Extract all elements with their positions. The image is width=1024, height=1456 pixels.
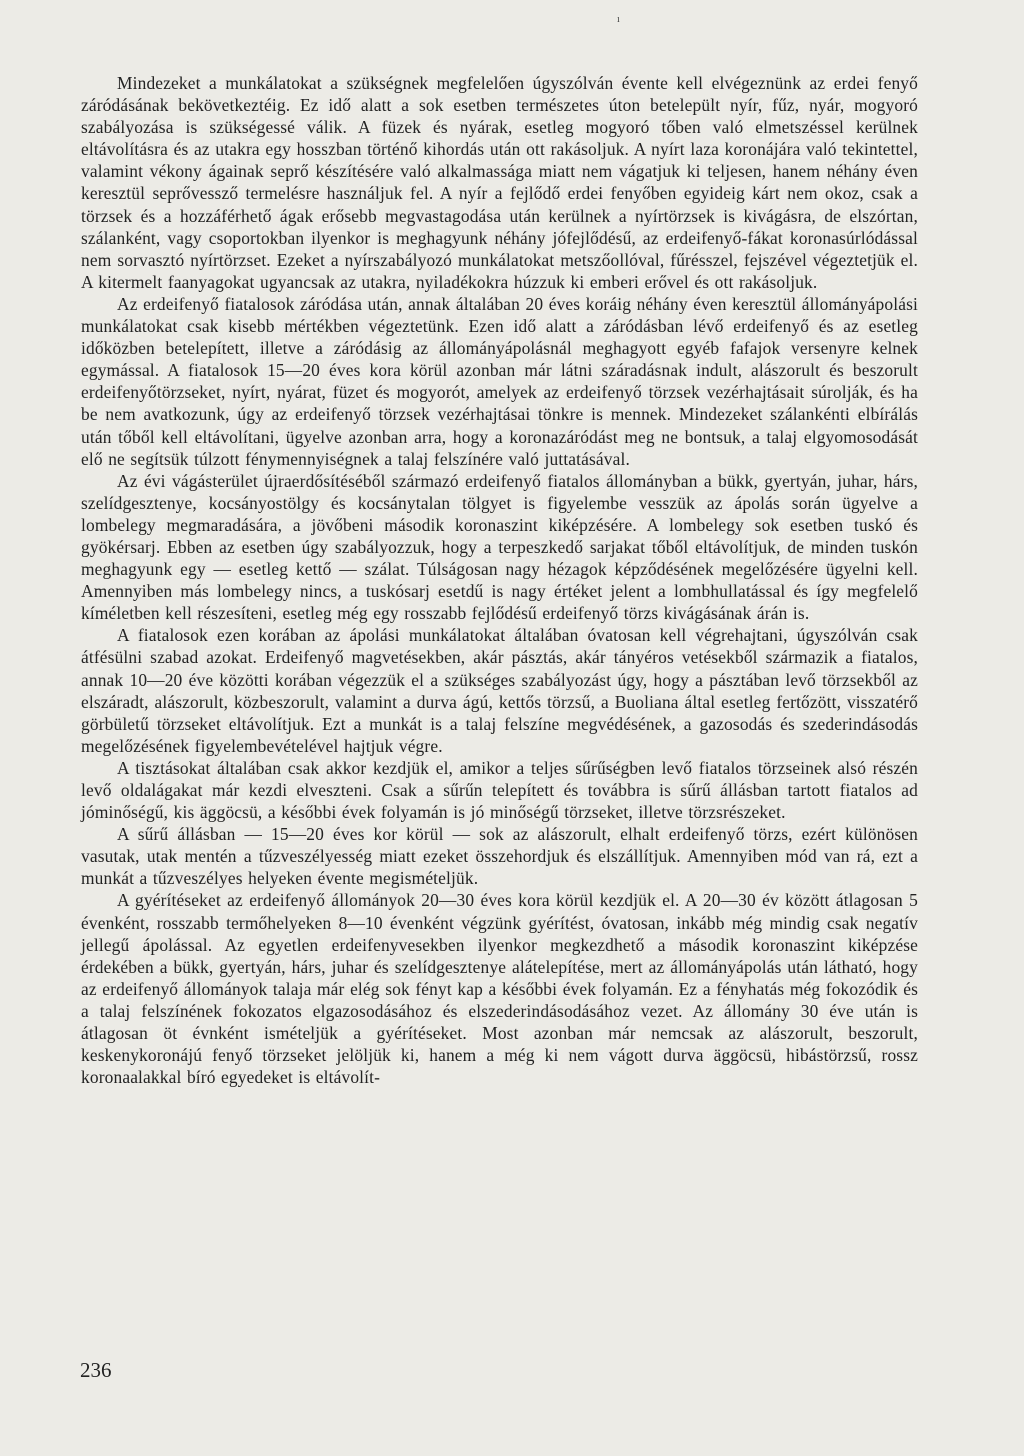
scan-mark: ı <box>617 14 620 25</box>
page-number: 236 <box>80 1358 112 1382</box>
paragraph-1: Mindezeket a munkálatokat a szükségnek megfelelően úgyszólván évente kell elvégeznünk az erdei fenyő záródásának bekövetkeztéig. Ez idő alatt a sok esetben természetes úton betelepült nyír, fűz, nyár, mogyoró szabályozása is szükségessé válik. A füzek és nyárak, esetleg mogyoró tőben való elmetszéssel kerülnek eltávolításra és az utakra egy hosszban történő kihordás után ott rakásoljuk. A nyírt laza koronájára való tekintettel, valamint vékony ágainak seprő készítésére való alkalmassága miatt nem vágatjuk ki teljesen, hanem néhány éven keresztül seprővessző termelésre használjuk fel. A nyír a fejlődő erdei fenyőben egyideig kárt nem okoz, csak a törzsek és a hozzáférhető ágak erősebb megvastagodása után kerülnek a nyírtörzsek is kivágásra, de elszórtan, szálanként, vagy csoportokban ilyenkor is meghagyunk néhány jófejlődésű, az erdeifenyő-fákat koronasúrlódással nem sorvasztó nyírtörzset. Ezeket a nyírszabályozó munkálatokat metszőollóval, fűrésszel, fejszével végeztetjük el. A kitermelt faanyagokat ugyancsak az utakra, nyiladékokra húzzuk ki emberi erővel és ott rakásoljuk. <box>81 73 918 292</box>
paragraph-2: Az erdeifenyő fiatalosok záródása után, annak általában 20 éves koráig néhány éven keresztül állományápolási munkálatokat csak kisebb mértékben végeztetünk. Ezen idő alatt a záródásban lévő erdeifenyő és az esetleg időközben betelepített, illetve a záródásig az állományápolásnál meghagyott egyéb fafajok versenyre kelnek egymással. A fiatalosok 15—20 éves kora körül azonban már látni száradásnak indult, alászorult és beszorult erdeifenyőtörzseket, nyírt, nyárat, füzet és mogyorót, amelyek az erdeifenyő törzsek vezérhajtásait súrolják, és ha be nem avatkozunk, úgy az erdeifenyő törzsek vezérhajtásai tönkre is mennek. Mindezeket szálankénti elbírálás után tőből kell eltávolítani, ügyelve azonban arra, hogy a koronazáródást meg ne bontsuk, a talaj elgyomosodását elő ne segítsük túlzott fénymennyiségnek a talaj felszínére való juttatásával. <box>81 293 918 469</box>
body-text <box>81 72 918 1088</box>
paragraph-7: A gyérítéseket az erdeifenyő állományok 20—30 éves kora körül kezdjük el. A 20—30 év között átlagosan 5 évenként, rosszabb termőhelyeken 8—10 évenként végzünk gyérítést, óvatosan, inkább még mindig csak negatív jellegű ápolással. Az egyetlen erdeifenyvesekben ilyenkor megkezdhető a második koronaszint kiképzése érdekében a bükk, gyertyán, hárs, juhar és szelídgesztenye alátelepítése, mert az állományápolás után látható, hogy az erdeifenyő állományok talaja már elég sok fényt kap a későbbi évek folyamán. Ez a fényhatás még fokozódik és a talaj felszínének fokozatos elgazosodásához és elszederindásodásához vezet. Az állomány 30 éve után is átlagosan öt évnként ismételjük a gyérítéseket. Most azonban már nemcsak az alászorult, beszorult, keskenykoronájú fenyő törzseket jelöljük ki, hanem a még ki nem vágott durva äggöcsü, hibástörzsű, rossz koronaalakkal bíró egyedeket is eltávolít- <box>81 890 918 1088</box>
paragraph-3: Az évi vágásterület újraerdősítéséből származó erdeifenyő fiatalos állományban a bükk, gyertyán, juhar, hárs, szelídgesztenye, kocsányostölgy és kocsánytalan tölgyet is figyelembe vesszük az ápolás során ügyelve a lombelegy megmaradására, a jövőbeni második koronaszint kiképzésére. A lombelegy sok esetben tuskó és gyökérsarj. Ebben az esetben úgy szabályozzuk, hogy a terpeszkedő sarjakat tőből eltávolítjuk, de minden tuskón meghagyunk egy — esetleg kettő — szálat. Túlságosan nagy hézagok képződésének megelőzésére ügyelni kell. Amennyiben más lombelegy nincs, a tuskósarj esetdű is nagy értéket jelent a lombhullatással és így megfelelő kíméletben kell részesíteni, esetleg még egy rosszabb fejlődésű erdeifenyő törzs kivágásának árán is. <box>81 470 918 624</box>
paragraph-5: A tisztásokat általában csak akkor kezdjük el, amikor a teljes sűrűségben levő fiatalos törzseinek alsó részén levő oldalágakat már kezdi elveszteni. Csak a sűrűn telepített és továbbra is sűrű állásban tartott fiatalos ad jóminőségű, kis äggöcsü, a későbbi évek folyamán is jó minőségű törzseket, illetve törzsrészeket. <box>81 757 918 823</box>
paragraph-6: A sűrű állásban — 15—20 éves kor körül — sok az alászorult, elhalt erdeifenyő törzs, ezért különösen vasutak, utak mentén a tűzveszélyesség miatt ezeket összehordjuk és elszállítjuk. Amennyiben mód van rá, ezt a munkát a tűzveszélyes helyeken évente megismételjük. <box>81 824 918 889</box>
paragraph-4: A fiatalosok ezen korában az ápolási munkálatokat általában óvatosan kell végrehajtani, úgyszólván csak átfésülni szabad azokat. Erdeifenyő magvetésekben, akár pásztás, akár tányéros vetésekből származik a fiatalos, annak 10—20 éve közötti korában végezzük el a szükséges szabályozást úgy, hogy a pásztában levő törzsekből az elszáradt, alászorult, közbeszorult, valamint a durva ágú, kettős törzsű, a Buoliana által esetleg fertőzött, visszatérő görbületű törzseket eltávolítjuk. Ezt a munkát is a talaj felszíne megvédésének, a gazosodás és szederindásodás megelőzésének figyelembevételével hajtjuk végre. <box>81 625 918 756</box>
